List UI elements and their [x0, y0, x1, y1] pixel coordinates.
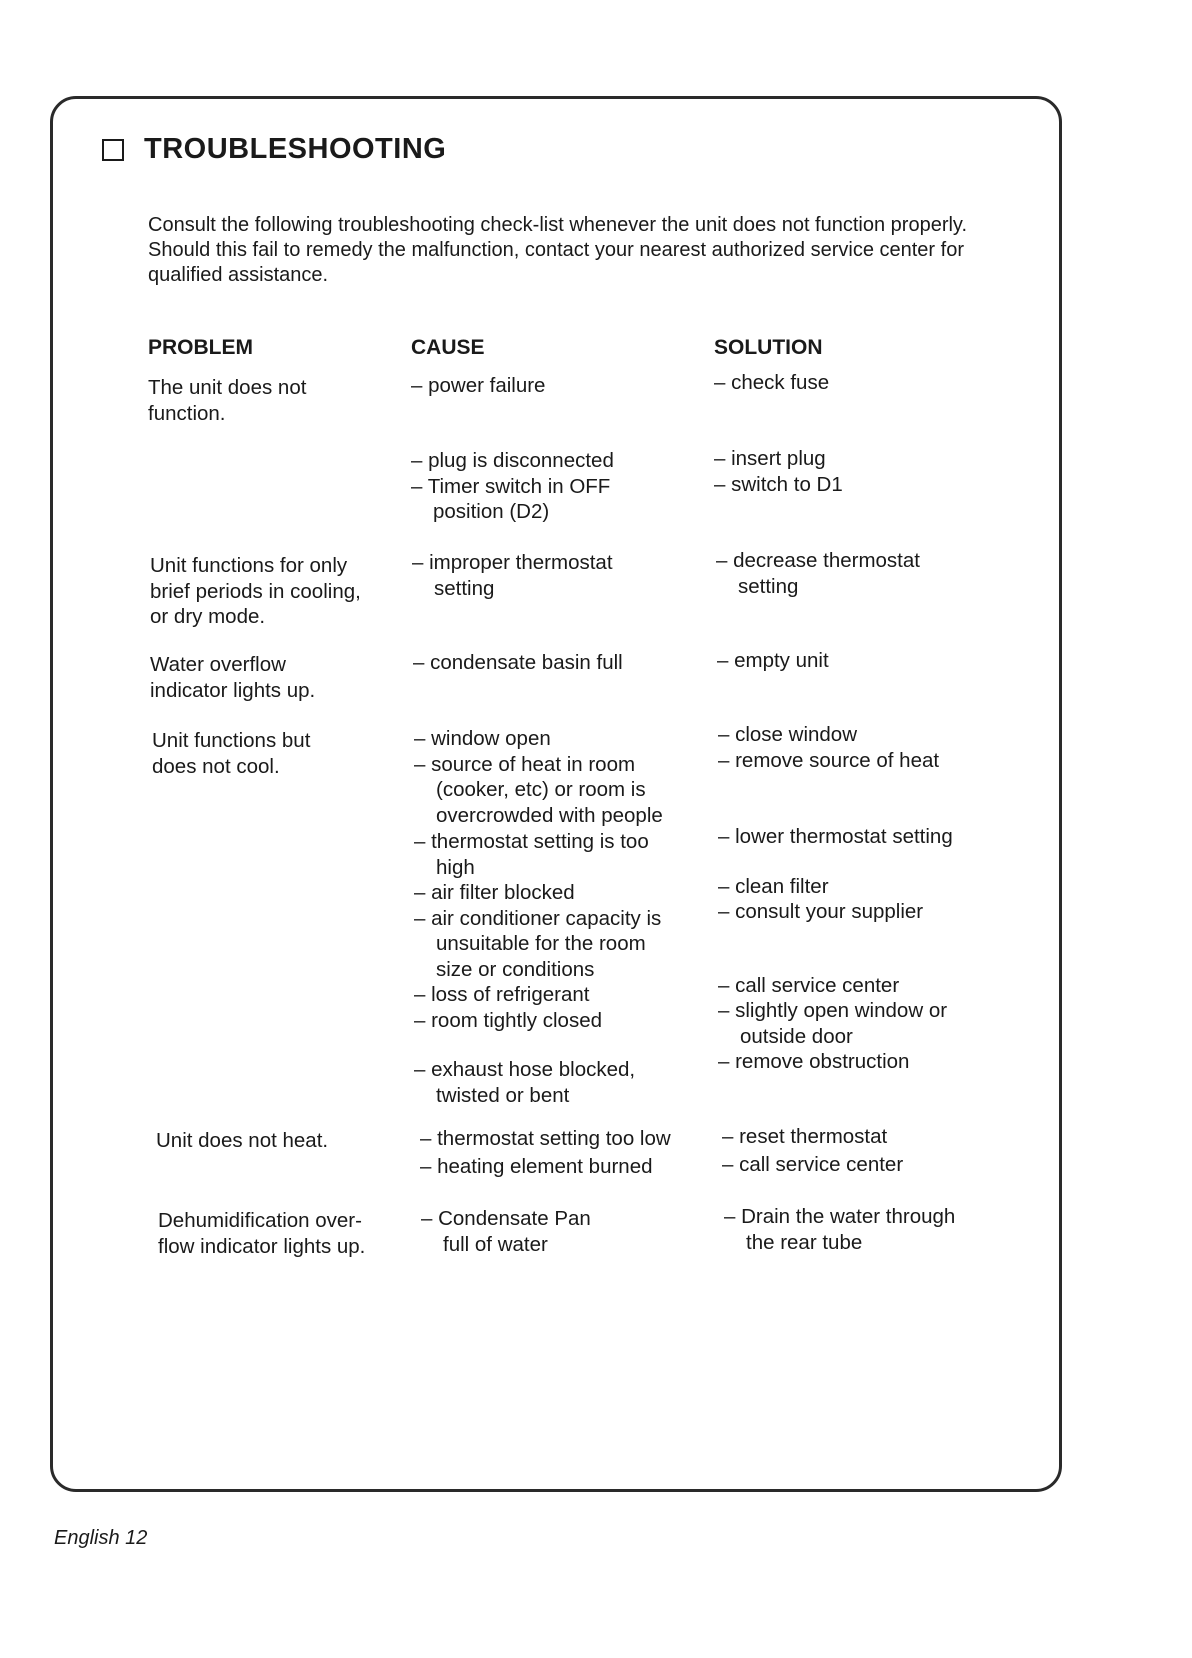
cause-item: – improper thermostat setting [412, 551, 613, 600]
cause-cell [411, 373, 681, 399]
problem-cell: Unit functions for only brief periods in cooling, or dry mode. [150, 554, 361, 628]
cause-cell [421, 1206, 621, 1257]
cause-item: – air conditioner capacity is unsuitable for the room size or conditions [414, 906, 662, 981]
solution-item: – remove obstruction [718, 1050, 910, 1073]
solution-item: – Drain the water through the rear tube [724, 1205, 956, 1254]
solution-cell [714, 370, 974, 396]
cause-item: – thermostat setting is too high [414, 830, 649, 879]
solution-cell [718, 722, 978, 1075]
cause-cell [414, 726, 669, 1108]
cause-item: – exhaust hose blocked, twisted or bent [414, 1058, 636, 1107]
cause-item: – plug is disconnected [411, 449, 614, 472]
cause-item: – power failure [411, 374, 546, 397]
solution-item: – switch to D1 [714, 472, 843, 496]
cause-item: – Timer switch in OFF position (D2) [411, 474, 611, 523]
cause-item: – loss of refrigerant [414, 983, 590, 1006]
solution-item: – decrease thermostat setting [716, 549, 920, 598]
problem-cell: Water overflow indicator lights up. [150, 653, 316, 702]
solution-item: – reset thermostat [722, 1125, 888, 1148]
column-header-cause: CAUSE [411, 336, 485, 359]
cause-cell [420, 1126, 700, 1179]
cause-item: – source of heat in room (cooker, etc) or room is overcrowded with people [414, 752, 663, 827]
problem-cell: Dehumidification over-flow indicator lights up. [158, 1209, 366, 1258]
section-heading [102, 133, 446, 166]
cause-cell [413, 650, 693, 676]
solution-item: – call service center [722, 1152, 904, 1176]
solution-item: – close window [718, 723, 858, 746]
cause-cell [411, 448, 651, 525]
problem-cell: Unit functions but does not cool. [152, 729, 311, 778]
solution-cell [717, 648, 977, 674]
solution-cell [722, 1124, 982, 1177]
checkbox-icon [102, 139, 124, 161]
cause-item: – air filter blocked [414, 881, 575, 904]
solution-cell [714, 446, 974, 497]
cause-item: – room tightly closed [414, 1008, 603, 1032]
problem-cell: The unit does not function. [148, 376, 307, 425]
column-header-solution: SOLUTION [714, 336, 823, 359]
solution-item: – insert plug [714, 447, 826, 470]
solution-cell [724, 1204, 979, 1255]
cause-item: – heating element burned [420, 1154, 653, 1178]
cause-item: – window open [414, 727, 551, 750]
cause-cell [412, 550, 642, 601]
solution-item: – slightly open window or outside door [718, 999, 948, 1048]
column-header-problem: PROBLEM [148, 336, 253, 359]
solution-item: – empty unit [717, 649, 829, 672]
cause-item: – Condensate Pan full of water [421, 1207, 591, 1256]
solution-item: – call service center [718, 973, 900, 997]
solution-item: – lower thermostat setting [718, 825, 953, 848]
cause-item: – thermostat setting too low [420, 1127, 671, 1150]
page-number-footer: English 12 [54, 1527, 148, 1549]
section-title: TROUBLESHOOTING [144, 133, 447, 165]
intro-paragraph: Consult the following troubleshooting check-list whenever the unit does not function properly. Should this fail to remedy the malfunction, contact your nearest authorized service center for qualified assistance. [148, 214, 967, 286]
solution-item: – remove source of heat [718, 748, 940, 772]
solution-item: – consult your supplier [718, 900, 924, 923]
solution-cell [716, 548, 946, 599]
problem-cell: Unit does not heat. [156, 1129, 329, 1152]
solution-item: – check fuse [714, 371, 830, 394]
cause-item: – condensate basin full [413, 651, 623, 674]
solution-item: – clean filter [718, 874, 829, 898]
